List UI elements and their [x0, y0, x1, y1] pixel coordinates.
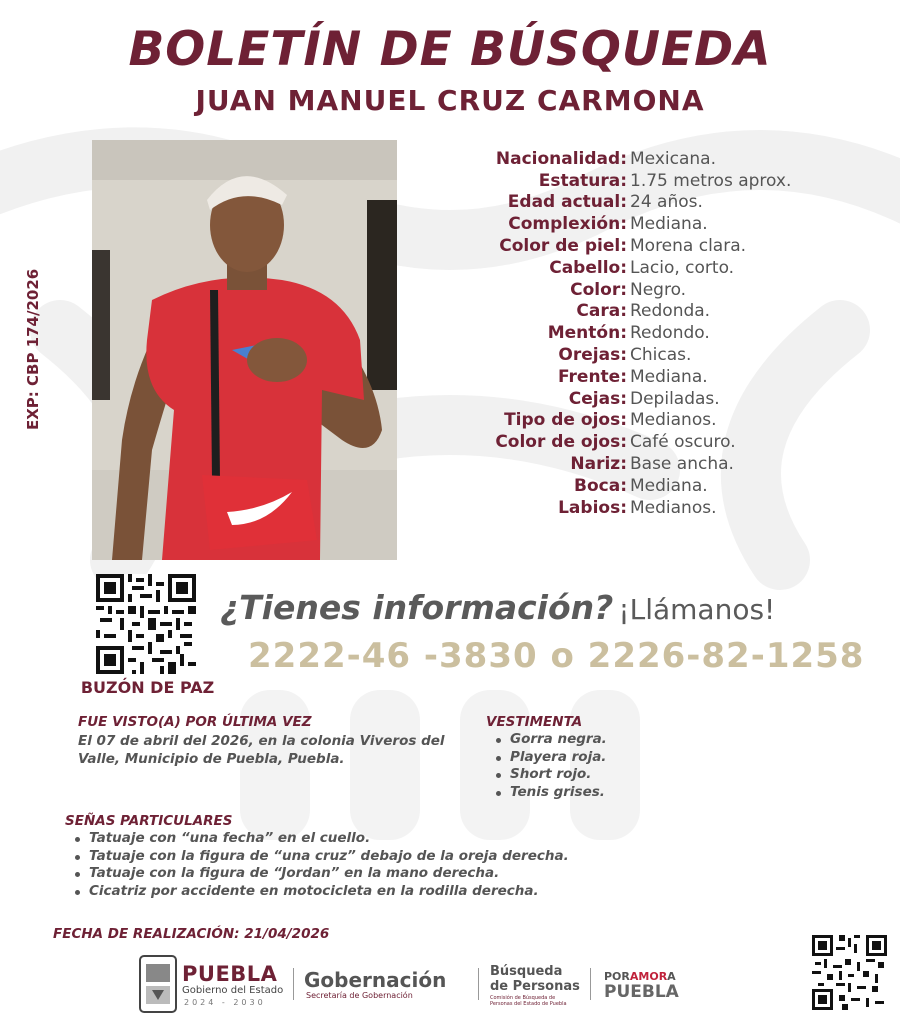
last-seen-section [78, 714, 458, 768]
amor-text: AMOR [629, 970, 668, 983]
attr-value: Mediana. [630, 214, 708, 235]
attr-value: 1.75 metros aprox. [630, 170, 792, 191]
list-item: Tatuaje con la figura de “Jordan” en la mano derecha. [65, 865, 625, 883]
physical-attributes [420, 148, 890, 519]
footer-qr-code[interactable] [812, 935, 887, 1010]
attr-row [420, 192, 890, 214]
attr-label: Color: [570, 279, 627, 300]
attr-value: Medianos. [630, 497, 717, 518]
busqueda-line-1: Búsqueda [490, 964, 563, 979]
attr-label: Orejas: [558, 345, 627, 366]
buzon-qr-code[interactable] [96, 574, 196, 674]
attr-label: Cabello: [549, 257, 627, 278]
distinguishing-marks-title: SEÑAS PARTICULARES [65, 813, 233, 829]
attr-row [420, 431, 890, 453]
attr-value: Base ancha. [630, 454, 734, 475]
attr-label: Complexión: [508, 214, 627, 235]
clothing-title: VESTIMENTA [486, 714, 583, 730]
puebla-logo-years: 2024 - 2030 [184, 998, 266, 1007]
info-question: ¿Tienes información? [220, 588, 614, 627]
call-us-text: ¡Llámanos! [618, 593, 776, 626]
attr-label: Estatura: [538, 170, 627, 191]
clothing-list [486, 731, 736, 801]
list-item: Short rojo. [486, 766, 736, 784]
list-item: Cicatriz por accidente en motocicleta en la rodilla derecha. [65, 883, 625, 901]
attr-row [420, 388, 890, 410]
attr-row [420, 213, 890, 235]
attr-value: Chicas. [630, 345, 692, 366]
attr-value: 24 años. [630, 192, 703, 213]
por-amor-puebla-text: PUEBLA [604, 982, 679, 1002]
last-seen-text: El 07 de abril del 2026, en la colonia Viveros del Valle, Municipio de Puebla, Puebla. [78, 733, 445, 767]
puebla-logo-subtitle: Gobierno del Estado [182, 985, 284, 996]
por-text: POR [604, 970, 630, 983]
puebla-logo-text: PUEBLA [182, 962, 278, 986]
busqueda-logo-text [490, 964, 580, 994]
last-seen-title: FUE VISTO(A) POR ÚLTIMA VEZ [78, 714, 312, 730]
distinguishing-marks-section [65, 813, 625, 900]
attr-label: Boca: [574, 475, 627, 496]
contact-callout [220, 588, 900, 627]
attr-value: Lacio, corto. [630, 257, 735, 278]
attr-label: Nariz: [570, 454, 627, 475]
expediente-text: EXP: CBP 174/2026 [24, 268, 42, 430]
creation-date: FECHA DE REALIZACIÓN: 21/04/2026 [53, 926, 330, 942]
footer-divider [293, 968, 294, 1000]
attr-label: Edad actual: [507, 192, 627, 213]
attr-row [420, 148, 890, 170]
attr-row [420, 344, 890, 366]
attr-label: Nacionalidad: [495, 148, 627, 169]
state-shield-logo [138, 954, 178, 1014]
gobernacion-logo-text: Gobernación [304, 968, 447, 992]
missing-person-name: JUAN MANUEL CRUZ CARMONA [195, 84, 705, 117]
attr-row [420, 497, 890, 519]
footer-divider [478, 968, 479, 1000]
clothing-section [486, 714, 736, 801]
attr-row [420, 279, 890, 301]
attr-value: Mexicana. [630, 148, 716, 169]
list-item: Gorra negra. [486, 731, 736, 749]
attr-value: Mediana. [630, 475, 708, 496]
list-item: Tatuaje con “una fecha” en el cuello. [65, 830, 625, 848]
attr-label: Mentón: [547, 323, 627, 344]
gobernacion-logo-subtitle: Secretaría de Gobernación [306, 991, 413, 1000]
attr-value: Morena clara. [630, 236, 747, 257]
distinguishing-marks-list [65, 830, 625, 900]
attr-row [420, 235, 890, 257]
list-item: Tatuaje con la figura de “una cruz” debajo de la oreja derecha. [65, 848, 625, 866]
list-item: Playera roja. [486, 749, 736, 767]
attr-label: Color de piel: [499, 236, 627, 257]
buzon-de-paz-label: BUZÓN DE PAZ [80, 678, 215, 697]
attr-row [420, 322, 890, 344]
attr-value: Negro. [630, 279, 687, 300]
bulletin-title: BOLETÍN DE BÚSQUEDA [128, 22, 772, 77]
footer-divider [590, 968, 591, 1000]
attr-value: Mediana. [630, 366, 708, 387]
attr-label: Color de ojos: [495, 432, 627, 453]
photo-illustration [92, 140, 397, 560]
attr-row [420, 366, 890, 388]
attr-label: Cara: [576, 301, 627, 322]
busqueda-line-2: de Personas [490, 979, 580, 994]
phone-numbers[interactable]: 2222-46 -3830 o 2226-82-1258 [248, 636, 865, 676]
busqueda-logo-subtitle: Comisión de Búsqueda de Personas del Estado de Puebla [490, 995, 567, 1007]
attr-value: Medianos. [630, 410, 717, 431]
attr-value: Depiladas. [630, 388, 720, 409]
attr-row [420, 453, 890, 475]
a-text: A [667, 970, 676, 983]
attr-row [420, 170, 890, 192]
attr-label: Frente: [558, 366, 627, 387]
attr-row [420, 301, 890, 323]
attr-row [420, 475, 890, 497]
attr-label: Labios: [558, 497, 627, 518]
attr-value: Redondo. [630, 323, 710, 344]
attr-row [420, 257, 890, 279]
attr-label: Tipo de ojos: [504, 410, 627, 431]
footer-logos [138, 950, 698, 1016]
attr-value: Redonda. [630, 301, 711, 322]
attr-label: Cejas: [568, 388, 627, 409]
attr-value: Café oscuro. [630, 432, 736, 453]
missing-person-photo [92, 140, 397, 560]
attr-row [420, 410, 890, 432]
list-item: Tenis grises. [486, 784, 736, 802]
